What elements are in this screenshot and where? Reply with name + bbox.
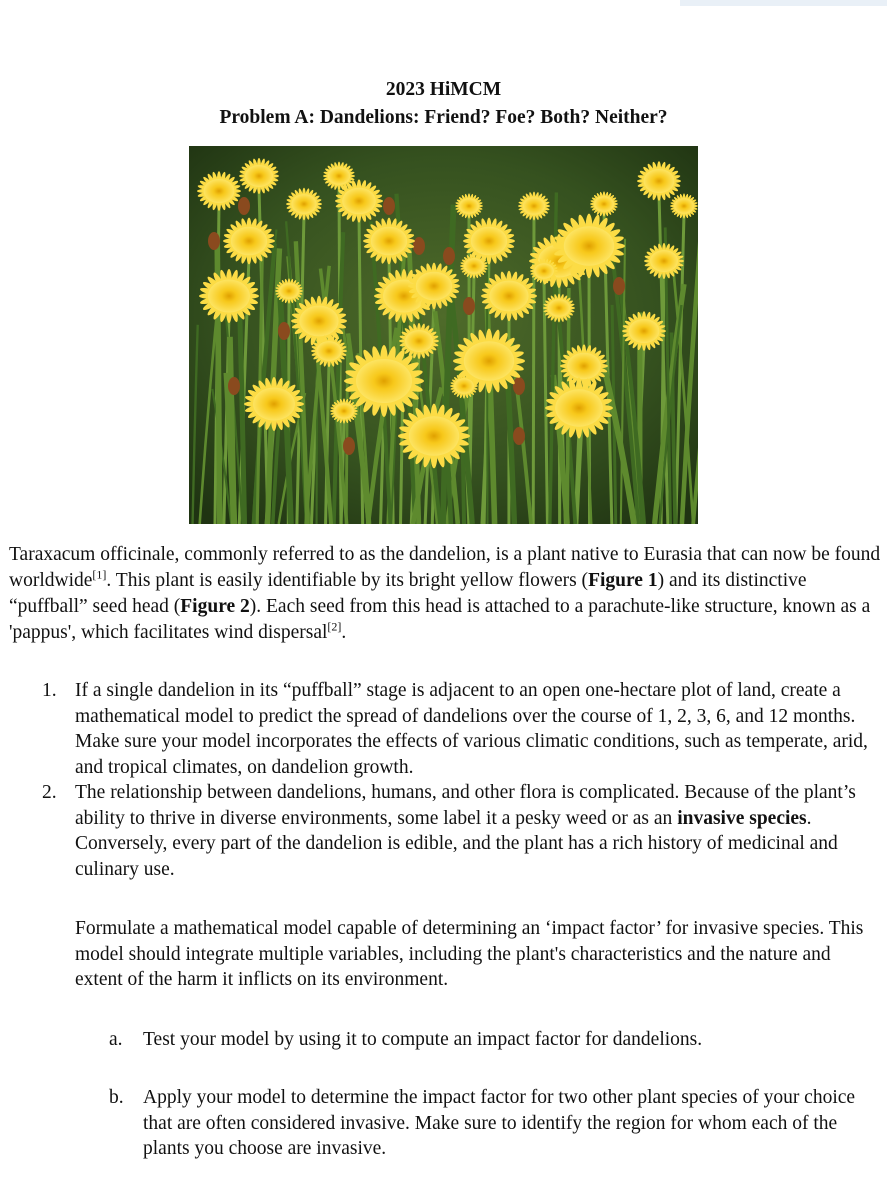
dandelion-flower <box>199 269 259 323</box>
grass-blade <box>346 351 347 524</box>
sub-list-item-text: Apply your model to determine the impact factor for two other plant species of your choice that are often considered invasive. Make sure to identify the region for whom each of the plants you choose are invasive. <box>143 1087 856 1159</box>
dandelion-flower <box>637 161 681 201</box>
list-item-text: The relationship between dandelions, humans, and other flora is complicated. Because of the plant’s ability to thrive in diverse environments, some label it a pesky weed or as an <box>75 782 856 829</box>
intro-text-4: ). Each seed from this head is attached to a parachute-like structure, known as a 'pappus', which facilitates wind dispersal <box>9 596 871 643</box>
dandelion-flower <box>330 398 358 423</box>
intro-text-2: . This plant is easily identifiable by its bright yellow flowers ( <box>106 570 589 591</box>
dandelion-flower <box>460 253 488 278</box>
intro-text-3: ) and its distinctive “puffball” seed head ( <box>9 570 807 617</box>
intro-text-5: . <box>341 622 347 643</box>
dandelion-flower <box>223 218 275 265</box>
formulate-paragraph: Formulate a mathematical model capable of determining an ‘impact factor’ for invasive species. This model should integrate multiple variables, including the plant's characteristics and the nature and extent of the harm it inflicts on its environment. <box>75 918 864 990</box>
sub-list-marker: a. <box>109 1029 123 1050</box>
dandelion-flower <box>530 258 558 283</box>
list-item-text: If a single dandelion in its “puffball” stage is adjacent to an open one-hectare plot of land, create a mathematical model to predict the spread of dandelions over the course of 1, 2, 3, 6, and 12 months. Make sure your model incorporates the effects of various climatic conditions, such as temperate, arid, and tropical climates, on dandelion growth. <box>75 680 868 778</box>
grass-blade <box>230 337 234 524</box>
intro-text-1: Taraxacum officinale, commonly referred to as the dandelion, is a plant native to Eurasia that can now be found worldwide <box>9 544 881 591</box>
top-tint-strip <box>680 0 887 6</box>
dandelion-photo-drawing <box>189 146 698 524</box>
dandelion-flower <box>560 344 608 387</box>
list-item-text: . Conversely, every part of the dandelion is edible, and the plant has a rich history of medicinal and culinary use. <box>75 807 838 880</box>
dandelion-flower <box>286 188 322 220</box>
dandelion-flower <box>590 191 618 216</box>
dandelion-bud <box>228 377 240 395</box>
dandelion-bud <box>278 322 290 340</box>
dandelion-bud <box>613 277 625 295</box>
list-item <box>42 678 880 780</box>
dandelion-flower <box>311 335 347 367</box>
dandelion-flower <box>398 404 470 469</box>
dandelion-bud <box>413 237 425 255</box>
dandelion-flower <box>197 171 241 211</box>
figure-2-ref: Figure 2 <box>180 596 250 617</box>
dandelion-flower <box>363 218 415 265</box>
dandelion-flower <box>450 373 478 398</box>
sub-list-item-text: Test your model by using it to compute an impact factor for dandelions. <box>143 1029 703 1050</box>
invasive-species-term: invasive species <box>677 807 807 829</box>
dandelion-flower <box>408 263 460 310</box>
dandelion-flower <box>670 193 698 218</box>
dandelion-photo <box>189 146 698 524</box>
dandelion-bud <box>463 297 475 315</box>
dandelion-flower <box>518 192 550 221</box>
dandelion-flower <box>399 323 439 359</box>
dandelion-bud <box>383 197 395 215</box>
dandelion-flower <box>244 377 304 431</box>
dandelion-bud <box>443 247 455 265</box>
dandelion-flower <box>543 294 575 323</box>
dandelion-flower <box>335 179 383 222</box>
dandelion-flower <box>553 214 625 279</box>
grass-blade <box>462 392 464 524</box>
problem-title: Problem A: Dandelions: Friend? Foe? Both? Neither? <box>219 107 668 128</box>
document-header <box>0 76 887 132</box>
dandelion-flower <box>291 296 347 346</box>
intro-paragraph <box>9 542 881 646</box>
list-marker: 2. <box>42 782 57 803</box>
reference-1[interactable]: [1] <box>92 567 107 582</box>
dandelion-flower <box>644 243 684 279</box>
dandelion-flower <box>344 345 424 417</box>
dandelion-flower <box>622 311 666 351</box>
list-marker: 1. <box>42 680 57 701</box>
dandelion-bud <box>513 377 525 395</box>
dandelion-flower <box>455 193 483 218</box>
dandelion-flower <box>239 158 279 194</box>
dandelion-bud <box>343 437 355 455</box>
sub-list-marker: b. <box>109 1087 124 1108</box>
figure-1-ref: Figure 1 <box>588 570 658 591</box>
dandelion-flower <box>481 271 537 321</box>
list-item <box>42 780 880 882</box>
dandelion-flower <box>545 377 613 438</box>
dandelion-bud <box>208 232 220 250</box>
dandelion-bud <box>238 197 250 215</box>
sub-list-item <box>109 1085 863 1162</box>
dandelion-bud <box>513 427 525 445</box>
year-title: 2023 HiMCM <box>385 79 502 100</box>
reference-2[interactable]: [2] <box>327 619 342 634</box>
sub-list-item <box>109 1027 863 1053</box>
dandelion-flower <box>275 278 303 303</box>
